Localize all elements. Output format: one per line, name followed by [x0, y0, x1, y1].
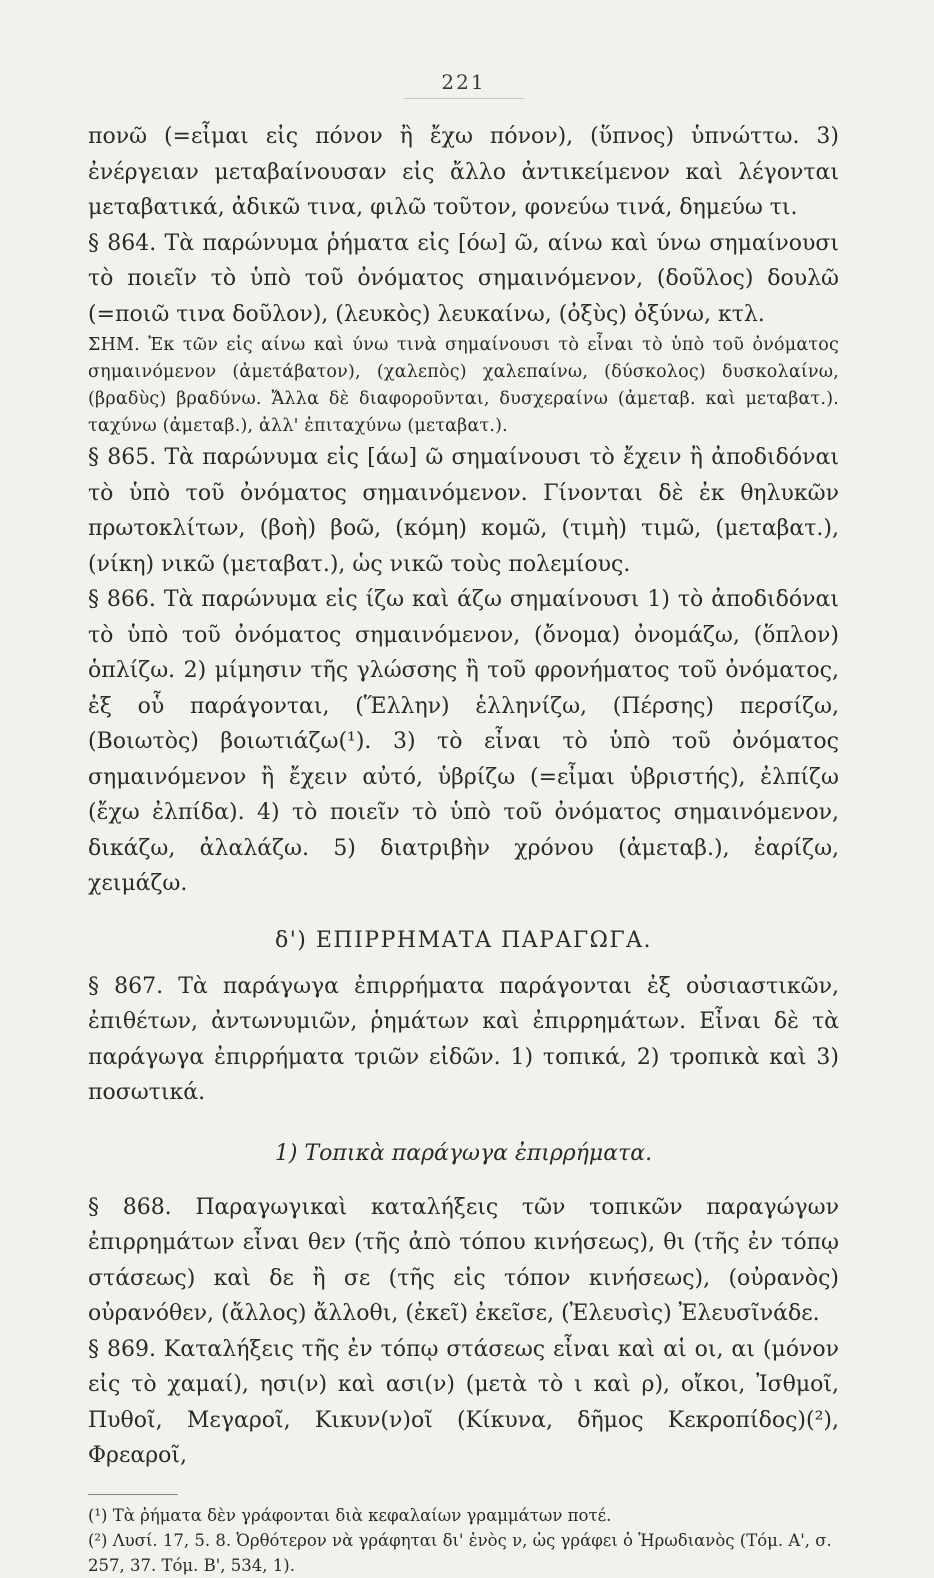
footnotes: [88, 1503, 839, 1578]
header-rule: [404, 98, 524, 99]
paragraph-867: § 867. Τὰ παράγωγα ἐπιρρήματα παράγονται ἐξ οὐσιαστικῶν, ἐπιθέτων, ἀντωνυμιῶν, ῥημάτων καὶ ἐπιρρημάτων. Εἶναι δὲ τὰ παράγωγα ἐπιρρήματα τριῶν εἰδῶν. 1) τοπικά, 2) τροπικὰ καὶ 3) ποσωτικά.: [88, 973, 839, 1105]
subsection-text: [88, 1190, 839, 1474]
page-number: 221: [441, 70, 486, 94]
paragraph-continuation: πονῶ (=εἶμαι εἰς πόνον ἢ ἔχω πόνον), (ὕπνος) ὑπνώττω. 3) ἐνέργειαν μεταβαίνουσαν εἰς ἄλλο ἀντικείμενον καὶ λέγονται μεταβατικά, ἀδικῶ τινα, φιλῶ τοῦτον, φονεύω τινά, δημεύω τι.: [88, 124, 839, 220]
main-text-continued: [88, 440, 839, 902]
section-text: [88, 969, 839, 1111]
section-heading: δ') ΕΠΙΡΡΗΜΑΤΑ ΠΑΡΑΓΩΓΑ.: [275, 927, 652, 953]
paragraph-868: § 868. Παραγωγικαὶ καταλήξεις τῶν τοπικῶν παραγώγων ἐπιρρημάτων εἶναι θεν (τῆς ἀπὸ τόπου κινήσεως), θι (τῆς ἐν τόπῳ στάσεως) καὶ δε ἢ σε (τῆς εἰς τόπον κινήσεως), (οὐρανὸς) οὐρανόθεν, (ἄλλος) ἄλλοθι, (ἐκεῖ) ἐκεῖσε, (Ἐλευσὶς) Ἐλευσῖνάδε.: [88, 1194, 839, 1326]
note-864: ΣΗΜ. Ἐκ τῶν εἰς αίνω καὶ ύνω τινὰ σημαίνουσι τὸ εἶναι τὸ ὑπὸ τοῦ ὀνόματος σημαινόμενον (ἀμετάβατον), (χαλεπὸς) χαλεπαίνω, (δύσκολος) δυσκολαίνω, (βραδὺς) βραδύνω. Ἄλλα δὲ διαφοροῦνται, δυσχεραίνω (ἀμεταβ. καὶ μεταβατ.). ταχύνω (ἀμεταβ.), ἀλλ' ἐπιταχύνω (μεταβατ.).: [88, 335, 839, 436]
paragraph-865: § 865. Τὰ παρώνυμα εἰς [άω] ῶ σημαίνουσι τὸ ἔχειν ἢ ἀποδιδόναι τὸ ὑπὸ τοῦ ὀνόματος σημαινόμενον. Γίνονται δὲ ἐκ θηλυκῶν πρωτοκλίτων, (βοὴ) βοῶ, (κόμη) κομῶ, (τιμὴ) τιμῶ, (μεταβατ.), (νίκη) νικῶ (μεταβατ.), ὡς νικῶ τοὺς πολεμίους.: [88, 445, 839, 577]
footnote-divider: [88, 1494, 178, 1495]
paragraph-864: § 864. Τὰ παρώνυμα ῥήματα εἰς [όω] ῶ, αίνω καὶ ύνω σημαίνουσι τὸ ποιεῖν τὸ ὑπὸ τοῦ ὀνόματος σημαινόμενον, (δοῦλος) δουλῶ (=ποιῶ τινα δοῦλον), (λευκὸς) λευκαίνω, (ὀξὺς) ὀξύνω, κτλ.: [88, 230, 839, 327]
main-text: [88, 119, 839, 332]
paragraph-866: § 866. Τὰ παρώνυμα εἰς ίζω καὶ άζω σημαίνουσι 1) τὸ ἀποδιδόναι τὸ ὑπὸ τοῦ ὀνόματος σημαινόμενον, (ὄνομα) ὀνομάζω, (ὅπλον) ὁπλίζω. 2) μίμησιν τῆς γλώσσης ἢ τοῦ φρονήματος τοῦ ὀνόματος, ἐξ οὗ παράγονται, (Ἕλλην) ἑλληνίζω, (Πέρσης) περσίζω, (Βοιωτὸς) βοιωτιάζω(¹). 3) τὸ εἶναι τὸ ὑπὸ τοῦ ὀνόματος σημαινόμενον ἢ ἔχειν αὐτό, ὑβρίζω (=εἶμαι ὑβριστής), ἐλπίζω (ἔχω ἐλπίδα). 4) τὸ ποιεῖν τὸ ὑπὸ τοῦ ὀνόματος σημαινόμενον, δικάζω, ἀλαλάζω. 5) διατριβὴν χρόνου (ἀμεταβ.), ἐαρίζω, χειμάζω.: [88, 587, 839, 896]
footnote-1: (¹) Τὰ ῥήματα δὲν γράφονται διὰ κεφαλαίων γραμμάτων ποτέ.: [88, 1505, 612, 1525]
subheading: 1) Τοπικὰ παράγωγα ἐπιρρήματα.: [274, 1140, 653, 1166]
footnote-2: (²) Λυσί. 17, 5. 8. Ὀρθότερον νὰ γράφηται δι' ἑνὸς ν, ὡς γράφει ὁ Ἡρωδιανὸς (Τόμ. Α', σ. 257, 37. Τόμ. Β', 534, 1).: [88, 1530, 832, 1575]
paragraph-869: § 869. Καταλήξεις τῆς ἐν τόπῳ στάσεως εἶναι καὶ αἱ οι, αι (μόνον εἰς τὸ χαμαί), ησι(ν) καὶ ασι(ν) (μετὰ τὸ ι καὶ ρ), οἴκοι, Ἰσθμοῖ, Πυθοῖ, Μεγαροῖ, Κικυν(ν)οῖ (Κίκυνα, δῆμος Κεκροπίδος)(²), Φρεαροῖ,: [88, 1336, 839, 1468]
